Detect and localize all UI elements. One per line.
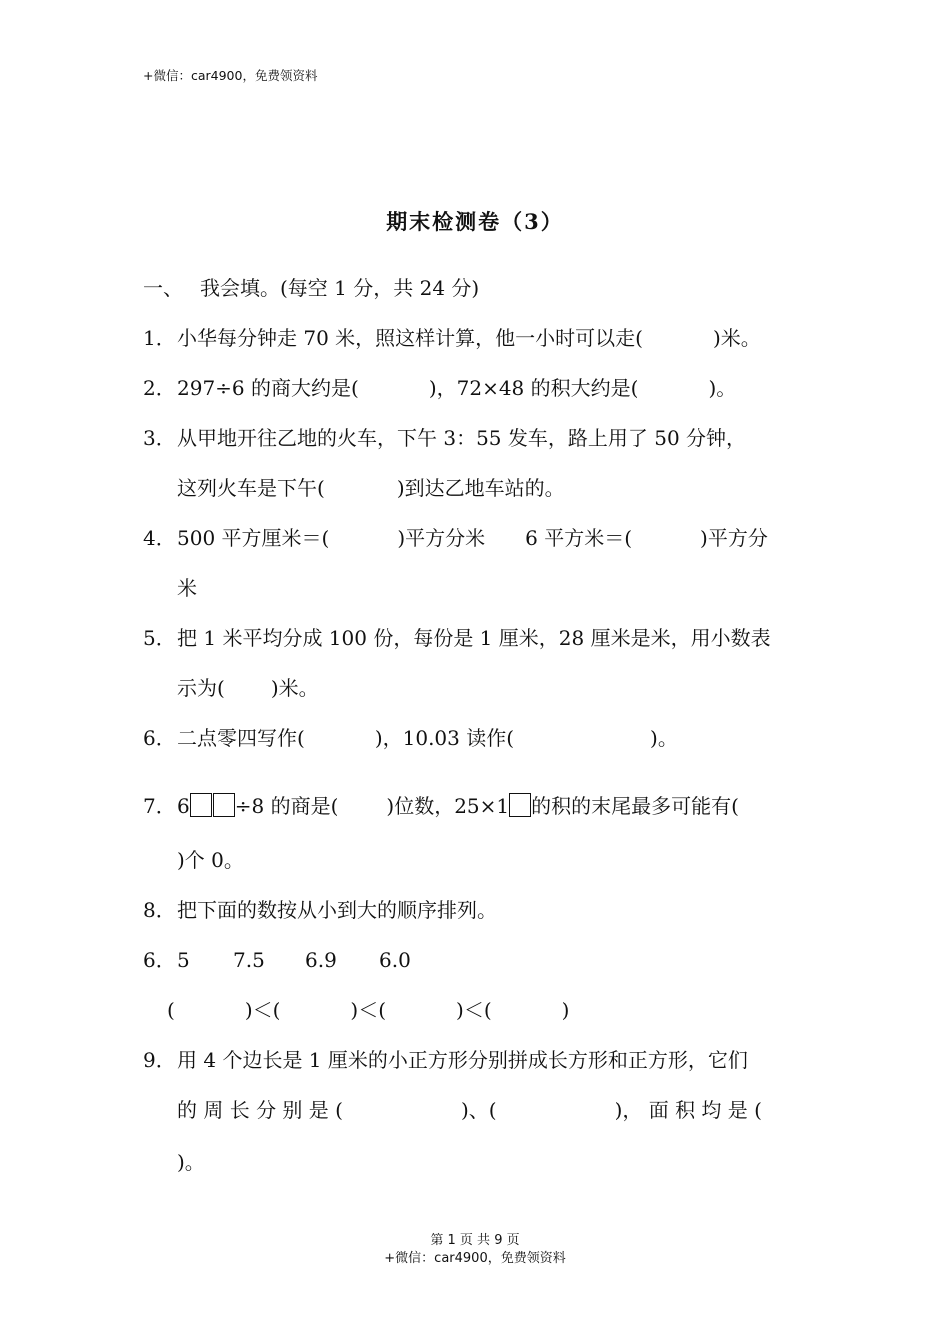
page-title: 期末检测卷（3） xyxy=(386,209,564,234)
question-4-line-2: 米 xyxy=(177,576,197,600)
page-number: 第 1 页 共 9 页 xyxy=(430,1233,520,1248)
section-label: 一、 xyxy=(143,276,183,300)
section-heading xyxy=(143,274,479,302)
question-number: 3． xyxy=(143,426,176,450)
question-number: 2． xyxy=(143,376,176,400)
question-number: 9． xyxy=(143,1048,176,1072)
digit-box[interactable] xyxy=(190,793,212,817)
question-8: 8．把下面的数按从小到大的顺序排列。 xyxy=(143,898,497,922)
footer-watermark: +微信：car4900，免费领资料 xyxy=(384,1251,566,1266)
number-list: 6．5 7.5 6.9 6.0 xyxy=(143,948,411,972)
question-9-line-3: )。 xyxy=(177,1150,205,1174)
question-1: 1．小华每分钟走 70 米，照这样计算，他一小时可以走( )米。 xyxy=(143,326,761,350)
header-watermark: +微信：car4900，免费领资料 xyxy=(143,68,318,83)
question-6: 6．二点零四写作( )，10.03 读作( )。 xyxy=(143,726,678,750)
question-7-line-2: )个 0。 xyxy=(177,848,244,872)
question-number: 6． xyxy=(143,726,176,750)
question-5-line-1: 5．把 1 米平均分成 100 份，每份是 1 厘米，28 厘米是米，用小数表 xyxy=(143,626,771,650)
question-number: 1． xyxy=(143,326,176,350)
ordering-blanks: ( )＜( )＜( )＜( ) xyxy=(167,998,570,1022)
question-7-line-1: 7．6 ÷8 的商是( )位数，25×1 的积的末尾最多可能有( xyxy=(143,794,739,818)
question-3-line-1: 3．从甲地开往乙地的火车，下午 3：55 发车，路上用了 50 分钟， xyxy=(143,426,747,450)
question-number: 7． xyxy=(143,794,176,818)
section-text: 我会填。(每空 1 分，共 24 分) xyxy=(200,276,480,300)
question-2: 2．297÷6 的商大约是( )，72×48 的积大约是( )。 xyxy=(143,376,737,400)
question-9-line-2: 的 周 长 分 别 是 ( )、( )， 面 积 均 是 ( xyxy=(177,1098,762,1122)
digit-box[interactable] xyxy=(509,793,531,817)
question-5-line-2: 示为( )米。 xyxy=(177,676,319,700)
question-3-line-2: 这列火车是下午( )到达乙地车站的。 xyxy=(177,476,565,500)
question-4-line-1: 4．500 平方厘米＝( )平方分米 6 平方米＝( )平方分 xyxy=(143,526,768,550)
digit-box[interactable] xyxy=(213,793,235,817)
question-number: 5． xyxy=(143,626,176,650)
question-number: 4． xyxy=(143,526,176,550)
question-9-line-1: 9．用 4 个边长是 1 厘米的小正方形分别拼成长方形和正方形，它们 xyxy=(143,1048,748,1072)
question-number: 8． xyxy=(143,898,176,922)
